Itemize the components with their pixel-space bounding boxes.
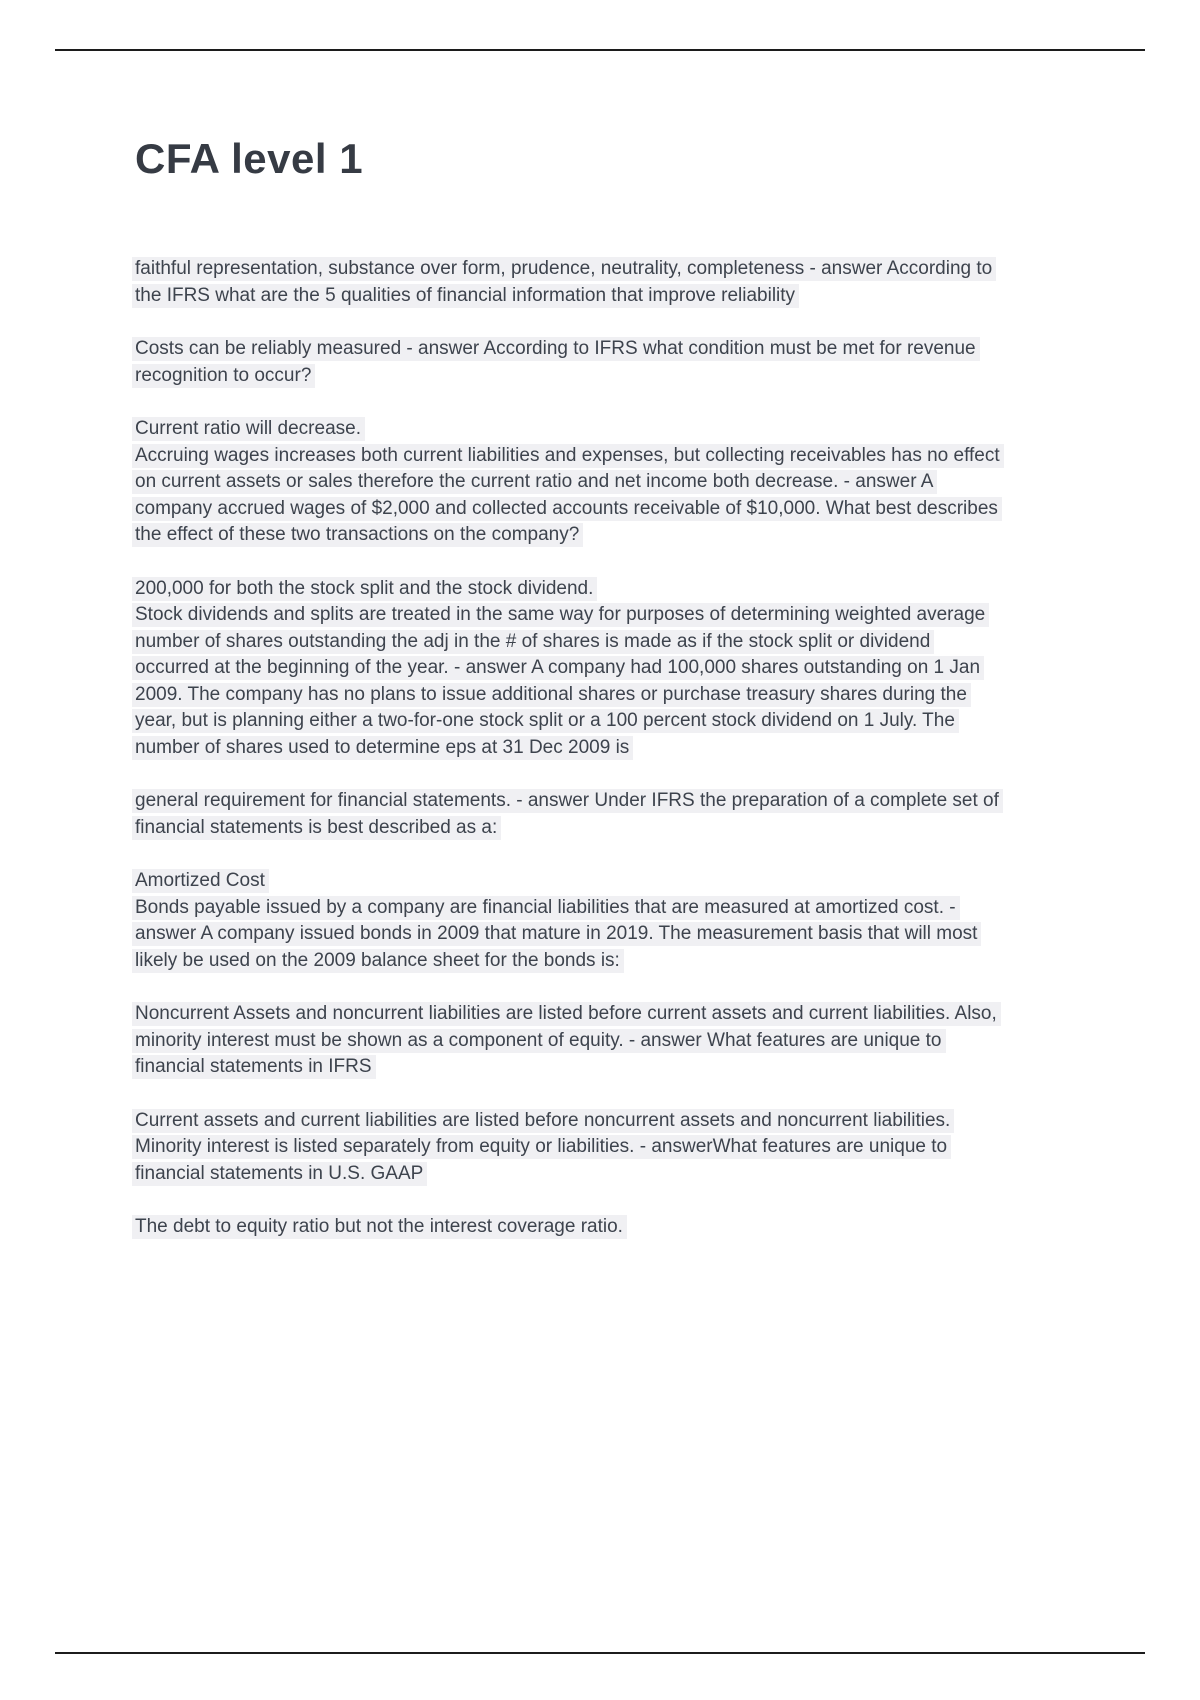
highlighted-text: Noncurrent Assets and noncurrent liabilities are listed before current assets and current liabilities. Also, minority interest must be shown as a component of equity. - answer What features are unique to financial statements in IFRS [132, 1002, 1001, 1079]
paragraph [135, 1108, 1007, 1188]
paragraph-line [135, 443, 1007, 549]
paragraph-line [135, 256, 1007, 309]
paragraph-line [135, 602, 1007, 761]
paragraph [135, 868, 1007, 974]
paragraph [135, 1214, 1007, 1241]
paragraph-line [135, 788, 1007, 841]
paragraph-line [135, 576, 1007, 603]
highlighted-text: Costs can be reliably measured - answer According to IFRS what condition must be met for revenue recognition to occur? [132, 337, 980, 388]
bottom-rule [55, 1652, 1145, 1654]
highlighted-text: Stock dividends and splits are treated in the same way for purposes of determining weighted average number of shares outstanding the adj in the # of shares is made as if the stock split or dividend occurred at the beginning of the year. - answer A company had 100,000 shares outstanding on 1 Jan 2009. The company has no plans to issue additional shares or purchase treasury shares during the year, but is planning either a two-for-one stock split or a 100 percent stock dividend on 1 July. The number of shares used to determine eps at 31 Dec 2009 is [132, 603, 989, 760]
highlighted-text: Amortized Cost [132, 869, 269, 893]
paragraph-line [135, 1001, 1007, 1081]
paragraph-line [135, 895, 1007, 975]
paragraph-line [135, 1214, 1007, 1241]
highlighted-text: Current ratio will decrease. [132, 417, 365, 441]
paragraph-line [135, 416, 1007, 443]
highlighted-text: faithful representation, substance over form, prudence, neutrality, completeness - answer According to the IFRS what are the 5 qualities of financial information that improve reliability [132, 257, 996, 308]
highlighted-text: general requirement for financial statements. - answer Under IFRS the preparation of a complete set of financial statements is best described as a: [132, 789, 1003, 840]
highlighted-text: 200,000 for both the stock split and the stock dividend. [132, 577, 597, 601]
paragraph [135, 336, 1007, 389]
paragraph-line [135, 868, 1007, 895]
highlighted-text: The debt to equity ratio but not the interest coverage ratio. [132, 1215, 627, 1239]
paragraph [135, 1001, 1007, 1081]
document-body [135, 256, 1007, 1241]
document-page [135, 0, 1007, 1268]
highlighted-text: Current assets and current liabilities are listed before noncurrent assets and noncurrent liabilities. Minority interest is listed separately from equity or liabilities. - answerWhat features are unique to financial statements in U.S. GAAP [132, 1109, 954, 1186]
paragraph [135, 788, 1007, 841]
page-title: CFA level 1 [135, 135, 364, 182]
highlighted-text: Accruing wages increases both current liabilities and expenses, but collecting receivables has no effect on current assets or sales therefore the current ratio and net income both decrease. - answer A company accrued wages of $2,000 and collected accounts receivable of $10,000. What best describes the effect of these two transactions on the company? [132, 444, 1004, 548]
paragraph-line [135, 336, 1007, 389]
paragraph [135, 256, 1007, 309]
paragraph [135, 576, 1007, 762]
highlighted-text: Bonds payable issued by a company are financial liabilities that are measured at amortized cost. - answer A company issued bonds in 2009 that mature in 2019. The measurement basis that will most likely be used on the 2009 balance sheet for the bonds is: [132, 896, 981, 973]
paragraph-line [135, 1108, 1007, 1188]
paragraph [135, 416, 1007, 549]
